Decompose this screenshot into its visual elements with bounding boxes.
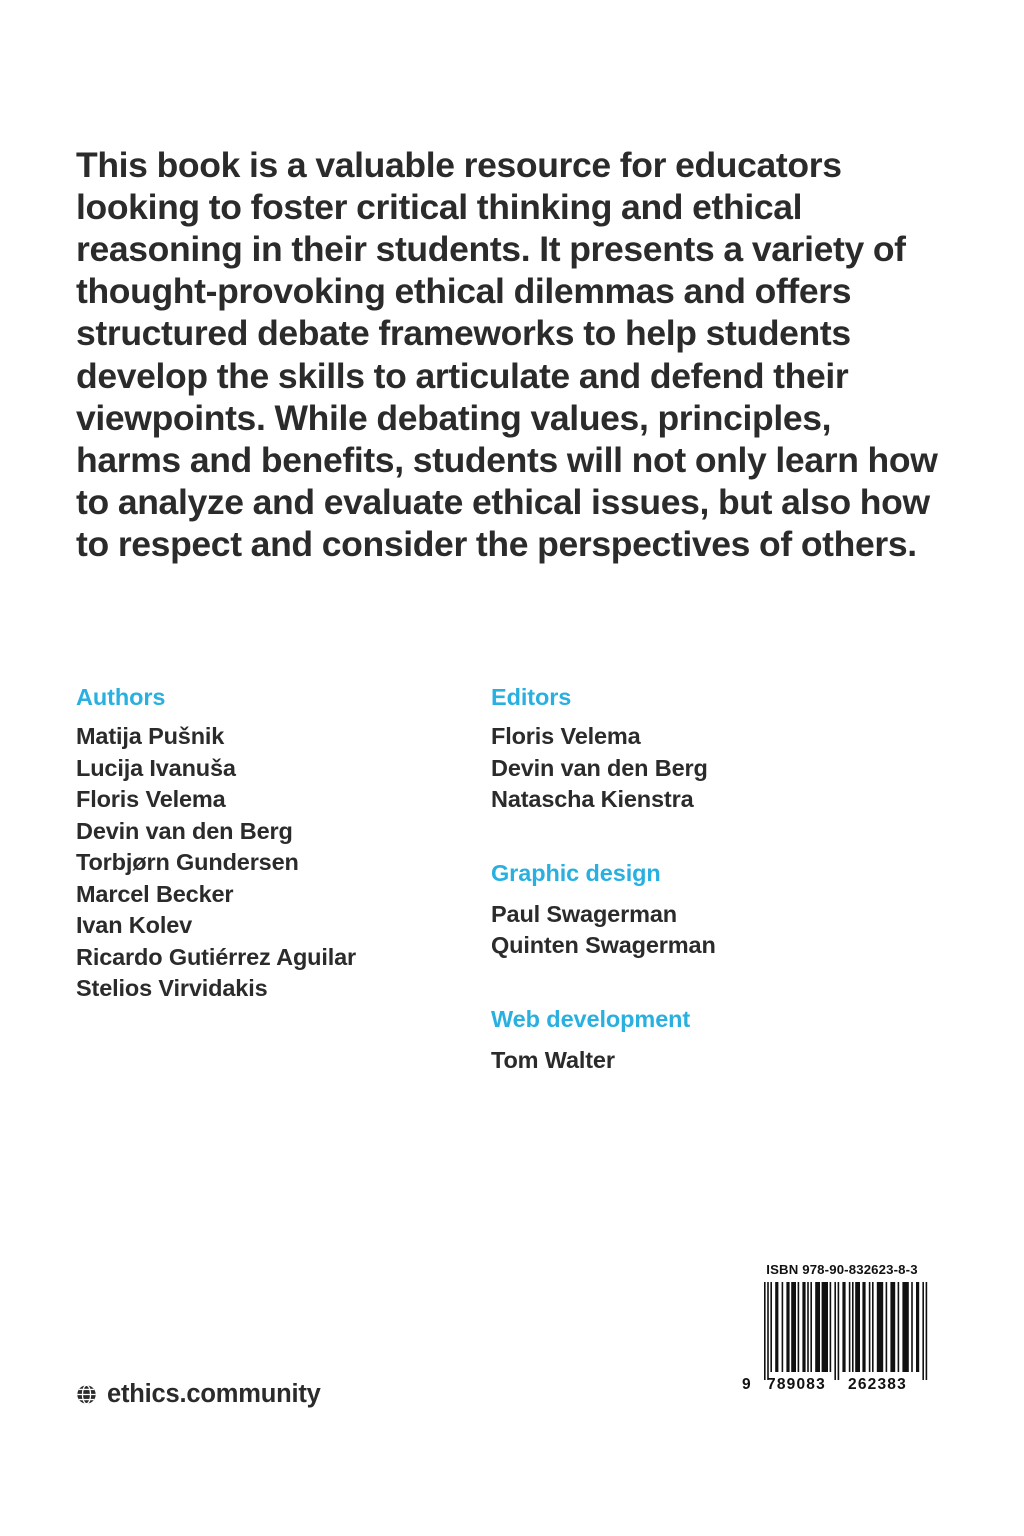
list-item: Ivan Kolev bbox=[76, 912, 193, 938]
list-item: Natascha Kienstra bbox=[491, 786, 694, 812]
graphic-design-group bbox=[491, 858, 911, 962]
list-item: Lucija Ivanuša bbox=[76, 754, 236, 781]
globe-icon bbox=[76, 1384, 97, 1405]
editors-list bbox=[491, 721, 911, 816]
list-item: Torbjørn Gundersen bbox=[76, 849, 299, 875]
list-item: Stelios Virvidakis bbox=[76, 975, 268, 1001]
barcode-lead-digit: 9 bbox=[742, 1376, 752, 1393]
list-item: Paul Swagerman bbox=[491, 900, 677, 927]
website-label: ethics.community bbox=[107, 1380, 321, 1408]
web-development-group bbox=[491, 1004, 911, 1077]
graphic-design-heading: Graphic design bbox=[491, 859, 661, 886]
list-item: Matija Pušnik bbox=[76, 723, 225, 749]
website-line[interactable] bbox=[76, 1381, 321, 1407]
list-item: Devin van den Berg bbox=[76, 817, 293, 844]
list-item: Quinten Swagerman bbox=[491, 932, 716, 958]
graphic-design-list bbox=[491, 899, 911, 962]
barcode-left-group: 789083 bbox=[767, 1376, 826, 1393]
editors-heading: Editors bbox=[491, 684, 572, 710]
barcode-digits bbox=[742, 1375, 942, 1395]
isbn-barcode bbox=[742, 1282, 942, 1394]
barcode-right-group: 262383 bbox=[848, 1376, 907, 1393]
list-item: Devin van den Berg bbox=[491, 754, 708, 781]
list-item: Ricardo Gutiérrez Aguilar bbox=[76, 943, 357, 970]
list-item: Floris Velema bbox=[491, 723, 641, 749]
editors-column bbox=[491, 682, 911, 1076]
isbn-block bbox=[742, 1262, 942, 1394]
isbn-text: ISBN 978-90-832623-8-3 bbox=[766, 1262, 918, 1277]
authors-list bbox=[76, 721, 476, 1005]
web-development-list bbox=[491, 1045, 911, 1077]
blurb-paragraph: This book is a valuable resource for educators looking to foster critical thinking and ethical reasoning in their students. It presents a variety of thought-provoking ethical dilemmas and offers structured debate frameworks to help students develop the skills to articulate and defend their viewpoints. While debating values, principles, harms and benefits, students will not only learn how to analyze and evaluate ethical issues, but also how to respect and consider the perspectives of others. bbox=[76, 144, 938, 565]
web-development-heading: Web development bbox=[491, 1005, 691, 1032]
list-item: Floris Velema bbox=[76, 786, 226, 812]
authors-column bbox=[76, 682, 476, 1005]
list-item: Tom Walter bbox=[491, 1046, 615, 1073]
list-item: Marcel Becker bbox=[76, 880, 234, 907]
editors-group bbox=[491, 682, 911, 816]
authors-heading: Authors bbox=[76, 684, 166, 710]
